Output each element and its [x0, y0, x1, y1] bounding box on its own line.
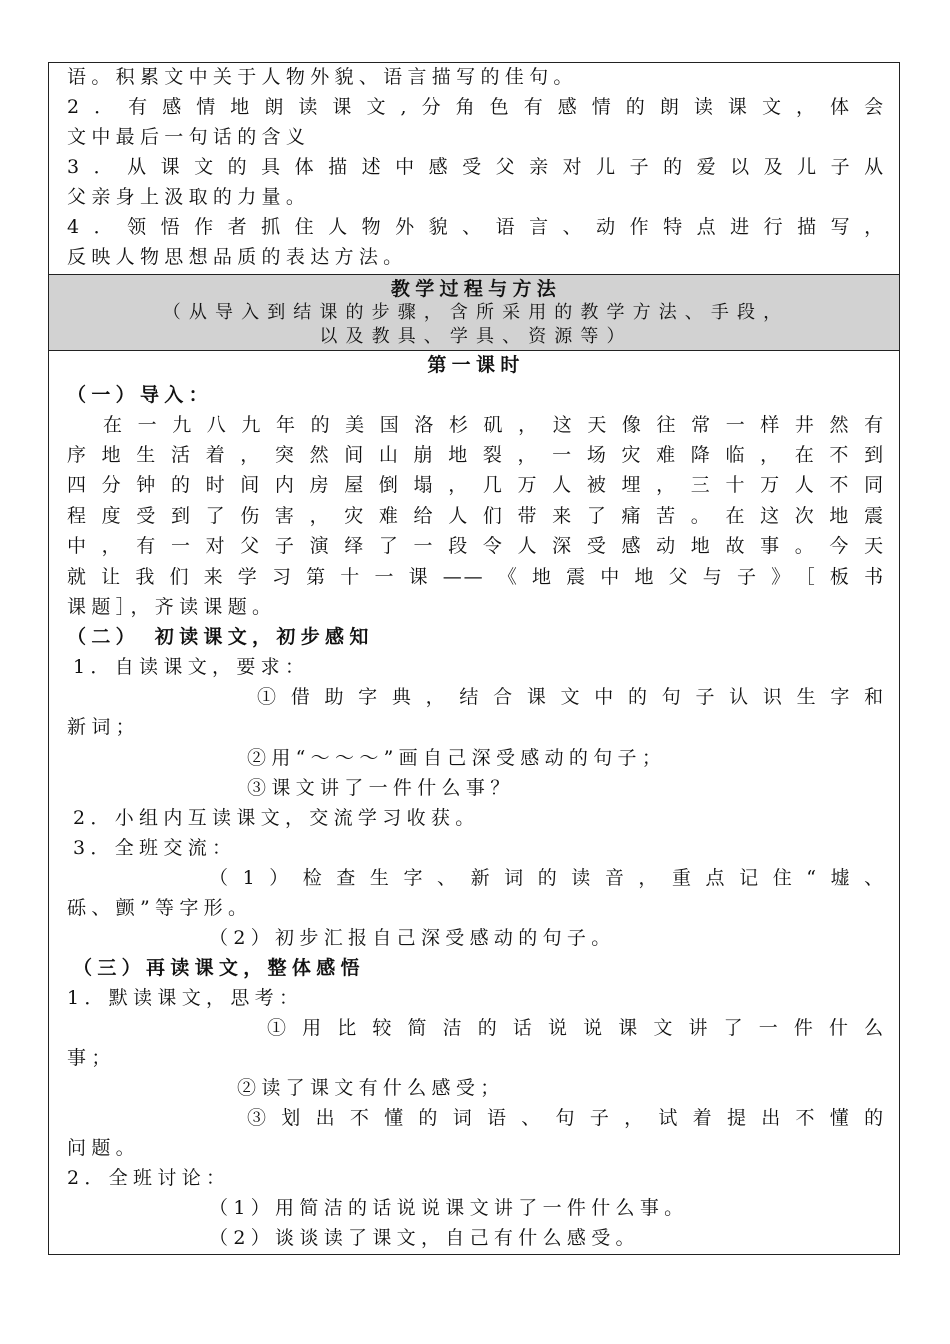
paragraph-line: 在一九八九年的美国洛杉矶，这天像往常一样井然有 [103, 414, 885, 436]
list-item: （1）检查生字、新词的读音，重点记住“墟、 [209, 867, 885, 889]
list-item: 1．自读课文，要求： [73, 656, 310, 678]
list-item: 1．默读课文，思考： [67, 987, 304, 1009]
list-item: ②读了课文有什么感受； [237, 1077, 505, 1099]
list-item: 2．全班讨论： [67, 1167, 231, 1189]
lesson-plan-table [48, 62, 900, 1255]
row-divider [49, 350, 899, 351]
paragraph-line: 序地生活着，突然间山崩地裂，一场灾难降临，在不到 [67, 444, 885, 466]
objective-line: 2．有感情地朗读课文,分角色有感情的朗读课文，体会 [67, 96, 885, 118]
list-item: ②用“～～～”画自己深受感动的句子； [247, 747, 667, 769]
paragraph-line: 中，有一对父子演绎了一段令人深受感动地故事。今天 [67, 535, 885, 557]
section-heading: （一）导入： [67, 384, 213, 406]
process-header-subtitle: 以及教具、学具、资源等） [319, 326, 633, 347]
list-item: （2）初步汇报自己深受感动的句子。 [209, 927, 616, 949]
list-item: ①借助字典，结合课文中的句子认识生字和 [257, 686, 885, 708]
list-item: 砾、颤”等字形。 [67, 897, 253, 919]
list-item: 2．小组内互读课文，交流学习收获。 [73, 807, 480, 829]
paragraph-line: 四分钟的时间内房屋倒塌，几万人被埋，三十万人不同 [67, 474, 885, 496]
objective-line: 4．领悟作者抓住人物外貌、语言、动作特点进行描写， [67, 216, 885, 238]
process-header-subtitle: （从导入到结课的步骤，含所采用的教学方法、手段， [162, 302, 790, 323]
objective-line: 反映人物思想品质的表达方法。 [67, 246, 408, 268]
lesson-title: 第一课时 [427, 354, 525, 376]
objective-line: 父亲身上汲取的力量。 [67, 186, 311, 208]
list-item: 3．全班交流： [73, 837, 237, 859]
objective-line: 语。积累文中关于人物外貌、语言描写的佳句。 [67, 66, 578, 88]
list-item: 新词； [67, 716, 140, 738]
process-header-title: 教学过程与方法 [390, 278, 562, 300]
paragraph-line: 课题］，齐读课题。 [67, 596, 277, 618]
objective-line: 3．从课文的具体描述中感受父亲对儿子的爱以及儿子从 [67, 156, 885, 178]
list-item: 问题。 [67, 1137, 140, 1159]
list-item: （1）用简洁的话说说课文讲了一件什么事。 [209, 1197, 689, 1219]
list-item: （2）谈谈读了课文，自己有什么感受。 [209, 1227, 640, 1249]
list-item: 事； [67, 1047, 116, 1069]
section-heading: （二） 初读课文，初步感知 [67, 626, 374, 648]
list-item: ③划出不懂的词语、句子，试着提出不懂的 [247, 1107, 885, 1129]
list-item: ①用比较简洁的话说说课文讲了一件什么 [267, 1017, 885, 1039]
paragraph-line: 程度受到了伤害，灾难给人们带来了痛苦。在这次地震 [67, 505, 885, 527]
section-heading: （三）再读课文，整体感悟 [73, 957, 365, 979]
paragraph-line: 就让我们来学习第十一课——《地震中地父与子》［板书 [67, 566, 885, 588]
objective-line: 文中最后一句话的含义 [67, 126, 311, 148]
list-item: ③课文讲了一件什么事？ [247, 777, 515, 799]
